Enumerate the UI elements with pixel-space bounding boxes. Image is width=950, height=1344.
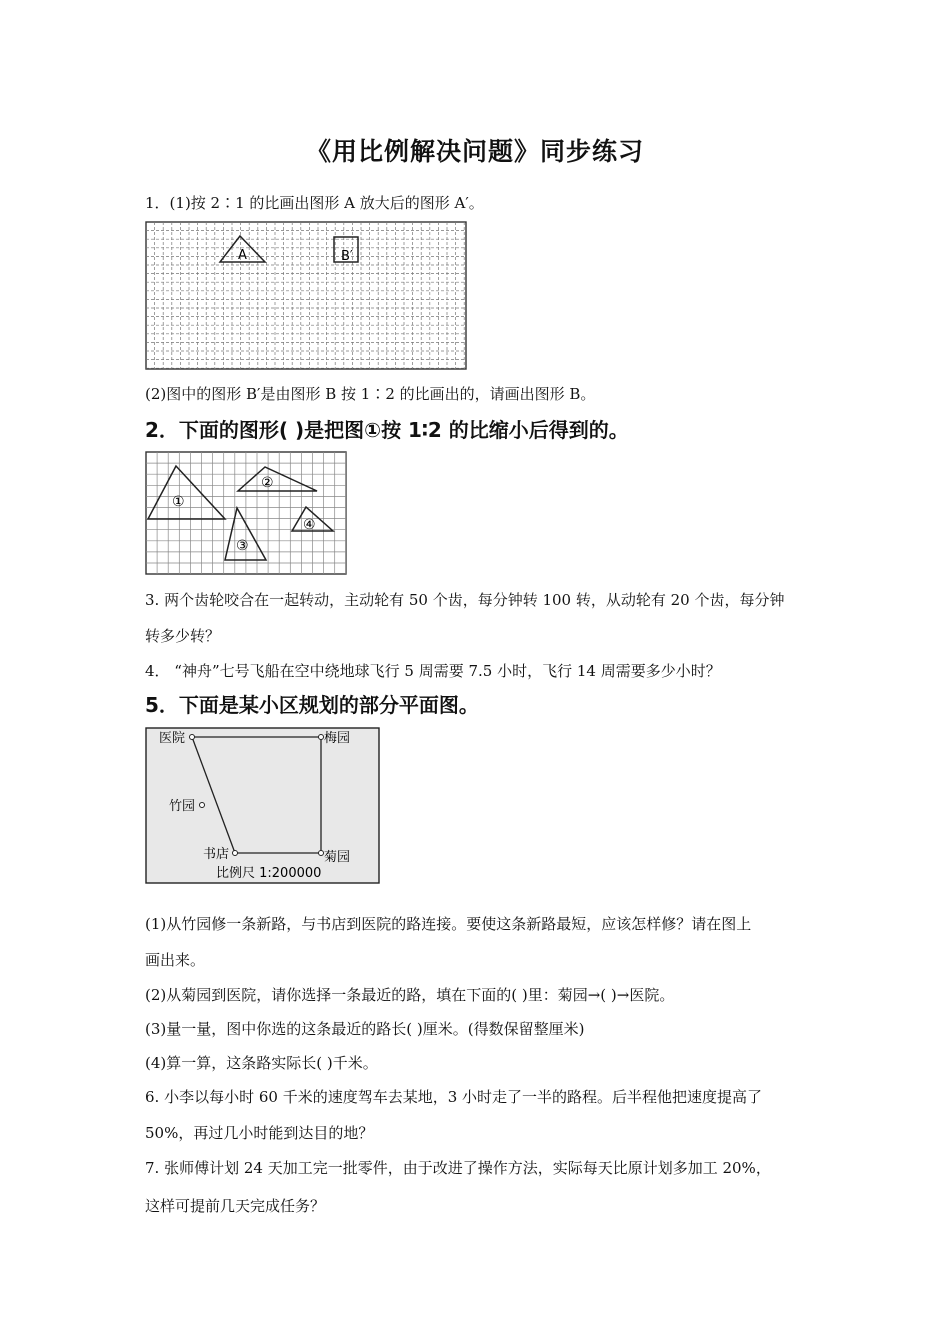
q5-sub3: (3)量一量，图中你选的这条最近的路长( )厘米。(得数保留整厘米) bbox=[145, 1020, 585, 1038]
q5-sub2: (2)从菊园到医院，请你选择一条最近的路，填在下面的( )里：菊园→( )→医院。 bbox=[145, 986, 675, 1004]
q5-point-juyuan bbox=[319, 851, 324, 856]
q1-part2: (2)图中的图形 B′是由图形 B 按 1∶2 的比画出的，请画出图形 B。 bbox=[145, 385, 596, 403]
q5-label-juyuan: 菊园 bbox=[324, 850, 351, 865]
q2-label-1: ① bbox=[172, 494, 185, 510]
q5-label-meiyuan: 梅园 bbox=[324, 731, 351, 746]
q5-point-zhuyuan bbox=[200, 803, 205, 808]
q6-line1: 6. 小李以每小时 60 千米的速度驾车去某地，3 小时走了一半的路程。后半程他把速度提高了 bbox=[145, 1088, 763, 1106]
q5-label-zhuyuan: 竹园 bbox=[169, 799, 196, 814]
q4-text: 4． “神舟”七号飞船在空中绕地球飞行 5 周需要 7.5 小时，飞行 14 周需要多少小时？ bbox=[145, 662, 721, 680]
q2-label-4: ④ bbox=[303, 517, 316, 533]
q6-line2: 50%，再过几小时能到达目的地？ bbox=[145, 1124, 374, 1142]
q5-point-meiyuan bbox=[319, 735, 324, 740]
q5-text: 5．下面是某小区规划的部分平面图。 bbox=[145, 693, 479, 717]
q5-map-figure bbox=[145, 727, 381, 885]
q1-label-a: A bbox=[238, 248, 247, 263]
q1-grid-figure bbox=[145, 221, 468, 371]
q7-line2: 这样可提前几天完成任务？ bbox=[145, 1197, 326, 1215]
q2-text: 2．下面的图形( )是把图①按 1∶2 的比缩小后得到的。 bbox=[145, 418, 629, 442]
q5-label-bookstore: 书店 bbox=[203, 847, 230, 862]
q2-grid-figure bbox=[145, 451, 348, 576]
q5-label-scale: 比例尺 1:200000 bbox=[216, 866, 322, 881]
q5-label-hospital: 医院 bbox=[159, 731, 186, 746]
q3-line1: 3. 两个齿轮咬合在一起转动，主动轮有 50 个齿，每分钟转 100 转，从动轮有 20 个齿，每分钟 bbox=[145, 591, 785, 609]
q2-label-2: ② bbox=[261, 475, 274, 491]
q1-part1: 1．(1)按 2∶1 的比画出图形 A 放大后的图形 A′。 bbox=[145, 194, 484, 212]
page-title: 《用比例解决问题》同步练习 bbox=[305, 137, 644, 166]
q3-line2: 转多少转？ bbox=[145, 627, 221, 645]
q7-line1: 7. 张师傅计划 24 天加工完一批零件，由于改进了操作方法，实际每天比原计划多加工 20%， bbox=[145, 1159, 771, 1177]
q2-label-3: ③ bbox=[236, 538, 249, 554]
q5-point-bookstore bbox=[233, 851, 238, 856]
q5-point-hospital bbox=[190, 735, 195, 740]
q5-sub4: (4)算一算，这条路实际长( )千米。 bbox=[145, 1054, 378, 1072]
q1-label-b: B′ bbox=[341, 249, 353, 264]
q5-sub1-line2: 画出来。 bbox=[145, 951, 206, 969]
q5-sub1-line1: (1)从竹园修一条新路，与书店到医院的路连接。要使这条新路最短，应该怎样修？请在图上 bbox=[145, 915, 752, 933]
q1-grid-border bbox=[146, 222, 466, 369]
